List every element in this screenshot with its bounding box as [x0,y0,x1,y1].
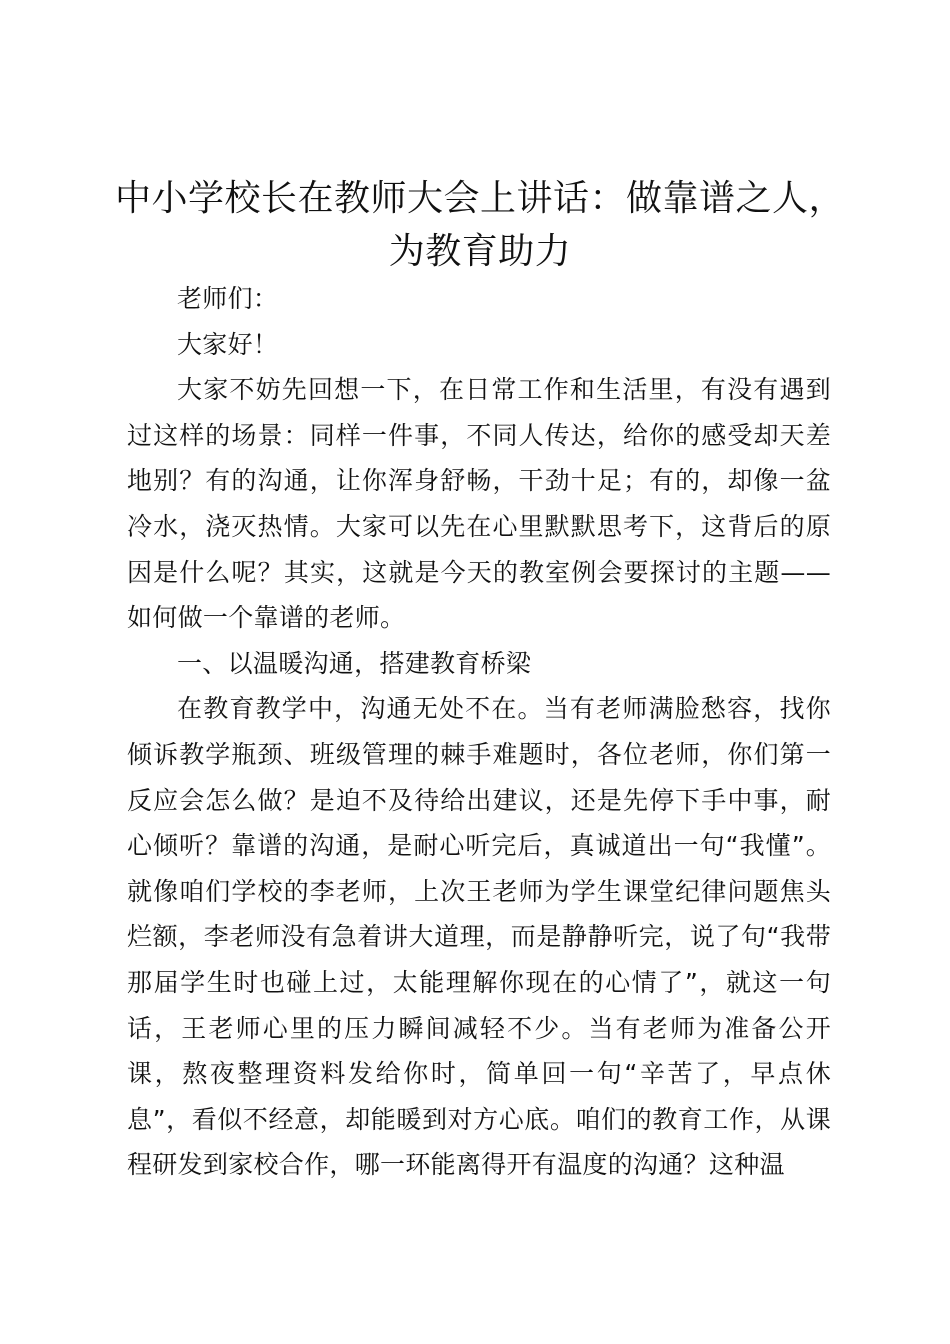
document-body [127,276,831,1188]
greeting: 老师们： [177,284,279,313]
paragraph-intro: 大家不妨先回想一下，在日常工作和生活里，有没有遇到过这样的场景：同样一件事，不同人传达，给你的感受却天差地别？有的沟通，让你浑身舒畅，干劲十足；有的，却像一盆冷水，浇灭热情。大家可以先在心里默默思考下，这背后的原因是什么呢？其实，这就是今天的教室例会要探讨的主题——如何做一个靠谱的老师。 [127,375,831,633]
document-title: 中小学校长在教师大会上讲话：做靠谱之人，为教育助力 [114,178,845,272]
salutation: 大家好！ [177,329,279,359]
section-heading: 一、以温暖沟通，搭建教育桥梁 [177,648,532,678]
paragraph-communication: 在教育教学中，沟通无处不在。当有老师满脸愁容，找你倾诉教学瓶颈、班级管理的棘手难题时，各位老师，你们第一反应会怎么做？是迫不及待给出建议，还是先停下手中事，耐心倾听？靠谱的沟通，是耐心听完后，真诚道出一句“我懂”。就像咱们学校的李老师，上次王老师为学生课堂纪律问题焦头烂额，李老师没有急着讲大道理，而是静静听完，说了句“我带那届学生时也碰上过，太能理解你现在的心情了”，就这一句话，王老师心里的压力瞬间减轻不少。当有老师为准备公开课，熬夜整理资料发给你时，简单回一句“辛苦了，早点休息”，看似不经意，却能暖到对方心底。咱们的教育工作，从课程研发到家校合作，哪一环能离得开有温度的沟通？这种温 [127,694,831,1180]
